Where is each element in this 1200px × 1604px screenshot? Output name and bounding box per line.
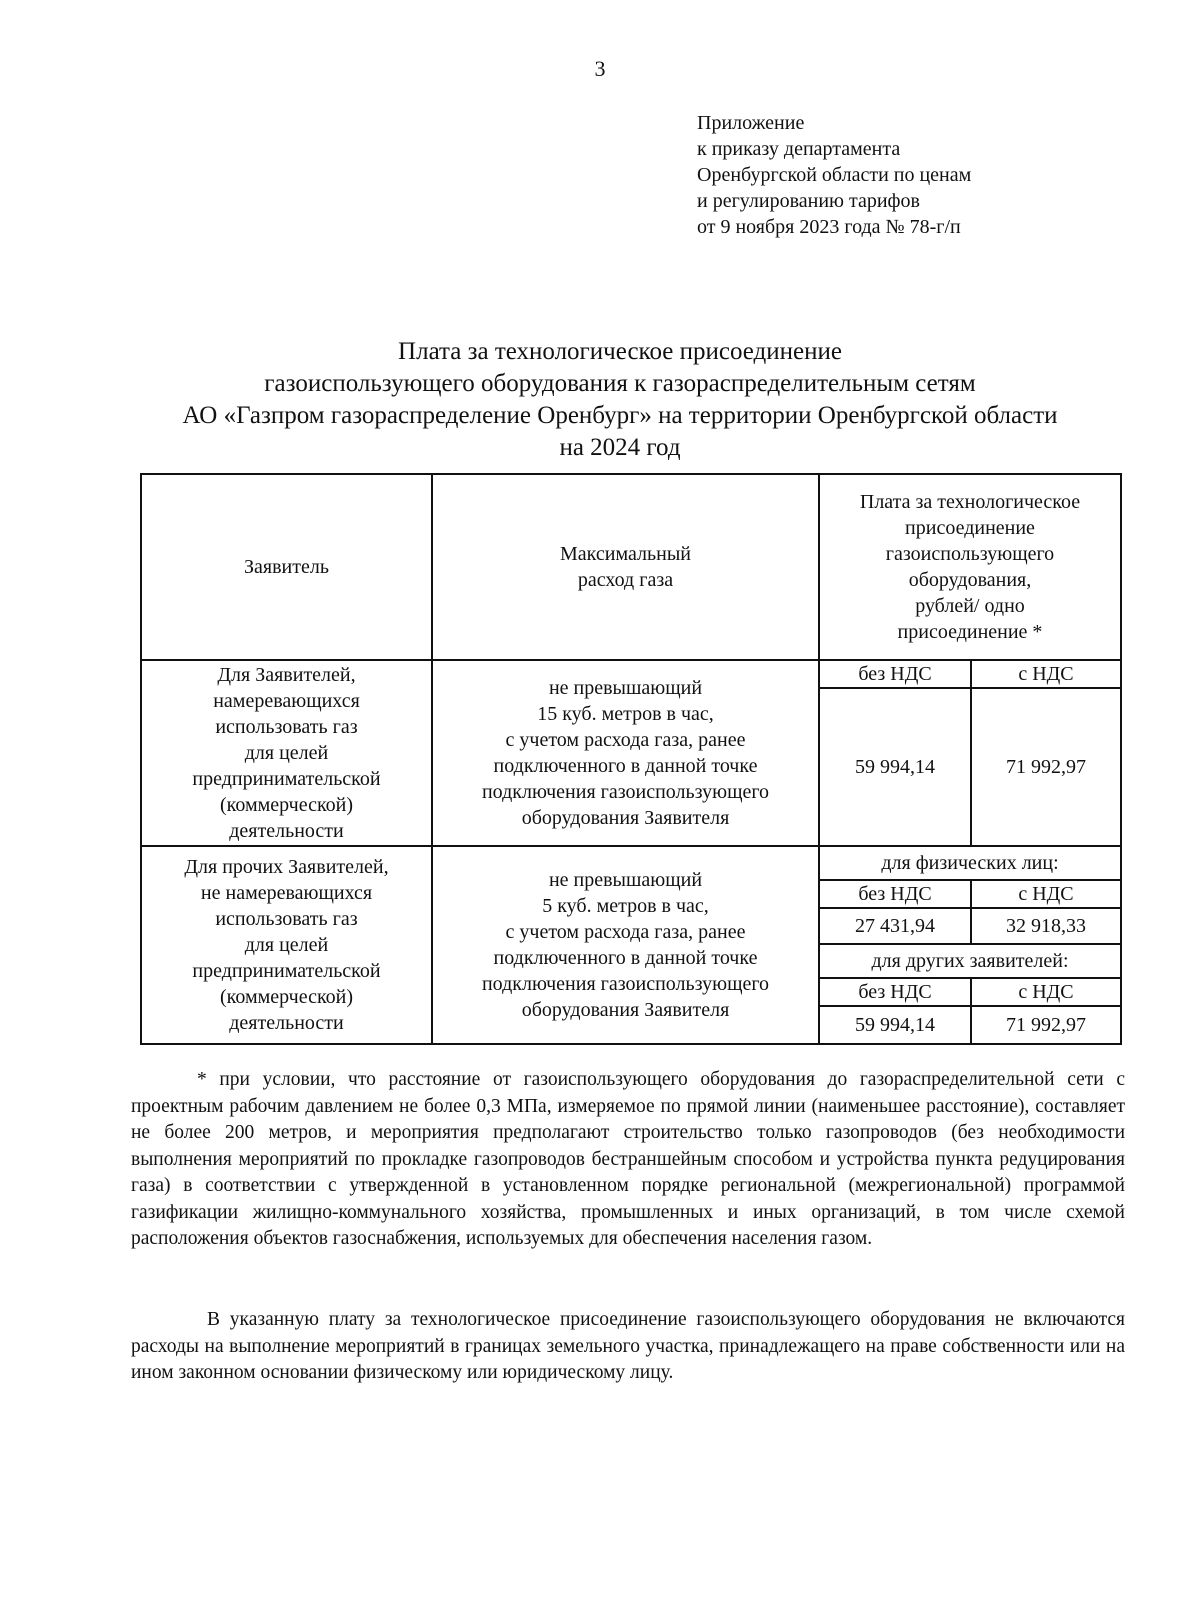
row2-flow-line: не превышающий xyxy=(548,869,703,891)
appendix-line: Приложение xyxy=(697,112,805,134)
row2-others-vat-value: 71 992,97 xyxy=(971,1006,1121,1044)
row2-applicant-line: деятельности xyxy=(229,1012,344,1034)
header-fee-line: газоиспользующего xyxy=(885,543,1055,565)
row1-flow-line: подключенного в данной точке xyxy=(493,755,758,777)
row2-applicant-line: использовать газ xyxy=(215,908,358,930)
row2-flow-line: оборудования Заявителя xyxy=(521,999,730,1021)
row2-flow-line: 5 куб. метров в час, xyxy=(542,895,709,917)
header-fee-line: присоединение xyxy=(905,517,1035,539)
row2-others-label: для других заявителей: xyxy=(819,944,1121,978)
header-fee xyxy=(819,474,1121,660)
appendix-line: Оренбургской области по ценам xyxy=(697,164,972,186)
document-title xyxy=(100,336,1140,464)
row2-others-no-vat-value: 59 994,14 xyxy=(819,1006,971,1044)
row2-individuals-no-vat-value: 27 431,94 xyxy=(819,908,971,944)
row2-others-no-vat-label: без НДС xyxy=(819,978,971,1006)
title-line: Плата за технологическое присоединение xyxy=(398,338,842,365)
row1-flow-line: с учетом расхода газа, ранее xyxy=(505,729,746,751)
appendix-block xyxy=(697,110,971,240)
appendix-line: и регулированию тарифов xyxy=(697,190,920,212)
note-paragraph: В указанную плату за технологическое присоединение газоиспользующего оборудования не включаются расходы на выполнение мероприятий в границах земельного участка, принадлежащего на праве собственности или на ином законном основании физическому или юридическому лицу. xyxy=(131,1309,1125,1383)
title-line: газоиспользующего оборудования к газораспределительным сетям xyxy=(264,370,976,397)
row1-applicant-line: предпринимательской xyxy=(192,768,381,790)
row1-no-vat-value: 59 994,14 xyxy=(819,688,971,846)
row2-applicant xyxy=(141,846,432,1044)
row2-flow-line: подключенного в данной точке xyxy=(493,947,758,969)
title-line: АО «Газпром газораспределение Оренбург» на территории Оренбургской области xyxy=(182,402,1058,429)
row1-applicant-line: для целей xyxy=(244,742,329,764)
appendix-line: от 9 ноября 2023 года № 78-г/п xyxy=(697,216,961,238)
row1-flow-line: не превышающий xyxy=(548,677,703,699)
header-fee-line: Плата за технологическое xyxy=(859,491,1081,513)
row1-flow xyxy=(432,660,819,846)
row2-applicant-line: Для прочих Заявителей, xyxy=(184,856,389,878)
header-max-flow xyxy=(432,474,819,660)
page-number: 3 xyxy=(594,56,606,81)
row1-applicant xyxy=(141,660,432,846)
tariff-table xyxy=(140,473,1122,1045)
row1-applicant-line: деятельности xyxy=(229,820,344,842)
row2-applicant-line: (коммерческой) xyxy=(219,986,354,1008)
row1-applicant-line: Для Заявителей, xyxy=(217,664,356,686)
row1-flow-line: 15 куб. метров в час, xyxy=(537,703,714,725)
row2-flow xyxy=(432,846,819,1044)
header-fee-line: оборудования, xyxy=(908,569,1032,591)
title-line: на 2024 год xyxy=(559,434,681,461)
row1-flow-line: подключения газоиспользующего xyxy=(481,781,770,803)
row2-applicant-line: предпринимательской xyxy=(192,960,381,982)
row2-individuals-vat-label: с НДС xyxy=(971,880,1121,908)
row2-individuals-label: для физических лиц: xyxy=(819,846,1121,880)
header-max-flow-line: Максимальный xyxy=(560,543,691,565)
header-fee-line: присоединение * xyxy=(897,621,1043,643)
row2-individuals-vat-value: 32 918,33 xyxy=(971,908,1121,944)
appendix-line: к приказу департамента xyxy=(697,138,901,160)
footnote: * при условии, что расстояние от газоиспользующего оборудования до газораспределительной сети с проектным рабочим давлением не более 0,3 МПа, измеряемое по прямой линии (наименьшее расстояние), составляет не более 200 метров, и мероприятия предполагают строительство только газопроводов (без необходимости выполнения мероприятий по прокладке газопроводов бестраншейным способом и устройства пункта редуцирования газа) в соответствии с утвержденной в установленном порядке региональной (межрегиональной) программой газификации жилищно-коммунального хозяйства, промышленных и иных организаций, в том числе схемой расположения объектов газоснабжения, используемых для обеспечения населения газом. xyxy=(131,1069,1125,1249)
row2-others-vat-label: с НДС xyxy=(971,978,1121,1006)
row1-vat-value: 71 992,97 xyxy=(971,688,1121,846)
row2-flow-line: с учетом расхода газа, ранее xyxy=(505,921,746,943)
row2-applicant-line: для целей xyxy=(244,934,329,956)
row1-no-vat-label: без НДС xyxy=(819,660,971,688)
row1-vat-label: с НДС xyxy=(971,660,1121,688)
row1-applicant-line: использовать газ xyxy=(215,716,358,738)
row2-flow-line: подключения газоиспользующего xyxy=(481,973,770,995)
row2-individuals-no-vat-label: без НДС xyxy=(819,880,971,908)
row1-applicant-line: намеревающихся xyxy=(213,690,360,712)
header-applicant: Заявитель xyxy=(141,474,432,660)
row1-flow-line: оборудования Заявителя xyxy=(521,807,730,829)
header-fee-line: рублей/ одно xyxy=(915,595,1025,617)
header-max-flow-line: расход газа xyxy=(577,569,674,591)
row2-applicant-line: не намеревающихся xyxy=(200,882,373,904)
row1-applicant-line: (коммерческой) xyxy=(219,794,354,816)
